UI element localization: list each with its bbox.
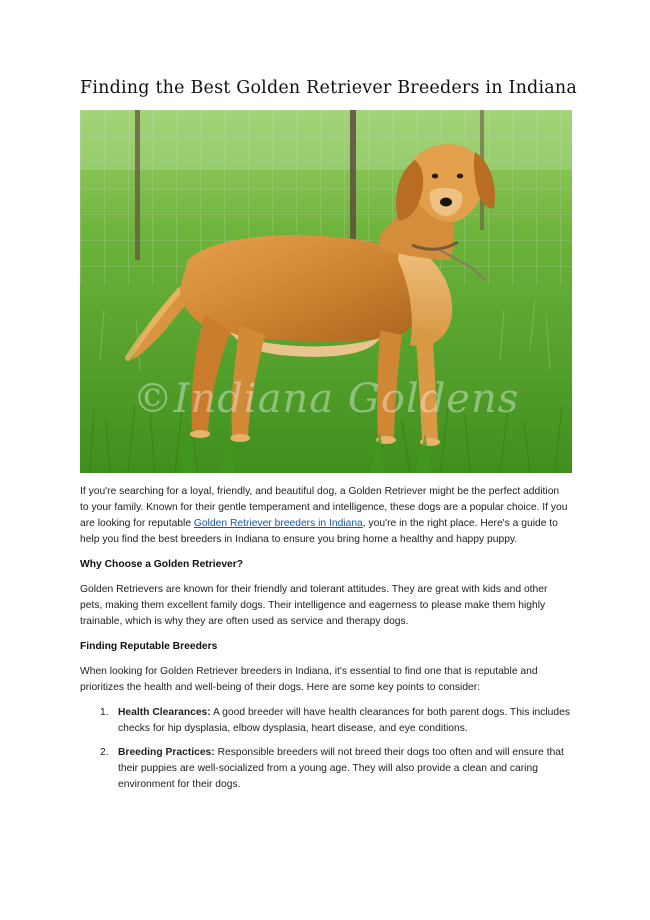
image-watermark: ©Indiana Goldens <box>132 376 520 422</box>
list-item-text: A good breeder will have health clearances for both parent dogs. This includes checks for hip dysplasia, elbow dysplasia, heart disease, and eye conditions. <box>118 707 571 734</box>
list-item-number: 1. <box>100 707 109 718</box>
article-body <box>80 484 570 801</box>
breeders-link[interactable]: Golden Retriever breeders in Indiana <box>193 518 363 529</box>
list-item-text: Responsible breeders will not breed their dogs too often and will ensure that their puppies are well-socialized from a young age. They will also provide a clean and caring environment for their dogs. <box>118 747 564 790</box>
intro-paragraph <box>80 484 570 548</box>
list-item-number: 2. <box>100 747 109 758</box>
list-item <box>80 745 570 793</box>
list-item <box>80 705 570 737</box>
section-heading-finding: Finding Reputable Breeders <box>80 641 218 652</box>
section-heading-why: Why Choose a Golden Retriever? <box>80 559 244 570</box>
dog-image <box>80 110 572 473</box>
section-text-why: Golden Retrievers are known for their friendly and tolerant attitudes. They are great with kids and other pets, making them excellent family dogs. Their intelligence and eagerness to please make them highly trainable, which is why they are often used as service and therapy dogs. <box>80 584 548 627</box>
golden-retriever-photo <box>80 110 572 473</box>
intro-text-start: If you're searching for a loyal, friendly, and beautiful dog, a Golden Retriever might be the perfect addition to your family. Known for their gentle temperament and intelligence, these dogs are a popular choice. If you are looking for reputable <box>80 486 568 529</box>
section-text-finding: When looking for Golden Retriever breeders in Indiana, it's essential to find one that is reputable and prioritizes the health and well-being of their dogs. Here are some key points to consider: <box>80 666 538 693</box>
key-points-list <box>80 705 570 793</box>
page-title: Finding the Best Golden Retriever Breeders in Indiana <box>80 78 577 98</box>
list-item-label: Health Clearances: <box>118 707 211 718</box>
list-item-label: Breeding Practices: <box>118 747 215 758</box>
intro-text-end: , you're in the right place. Here's a guide to help you find the best breeders in Indiana to ensure you bring home a healthy and happy puppy. <box>80 518 558 545</box>
